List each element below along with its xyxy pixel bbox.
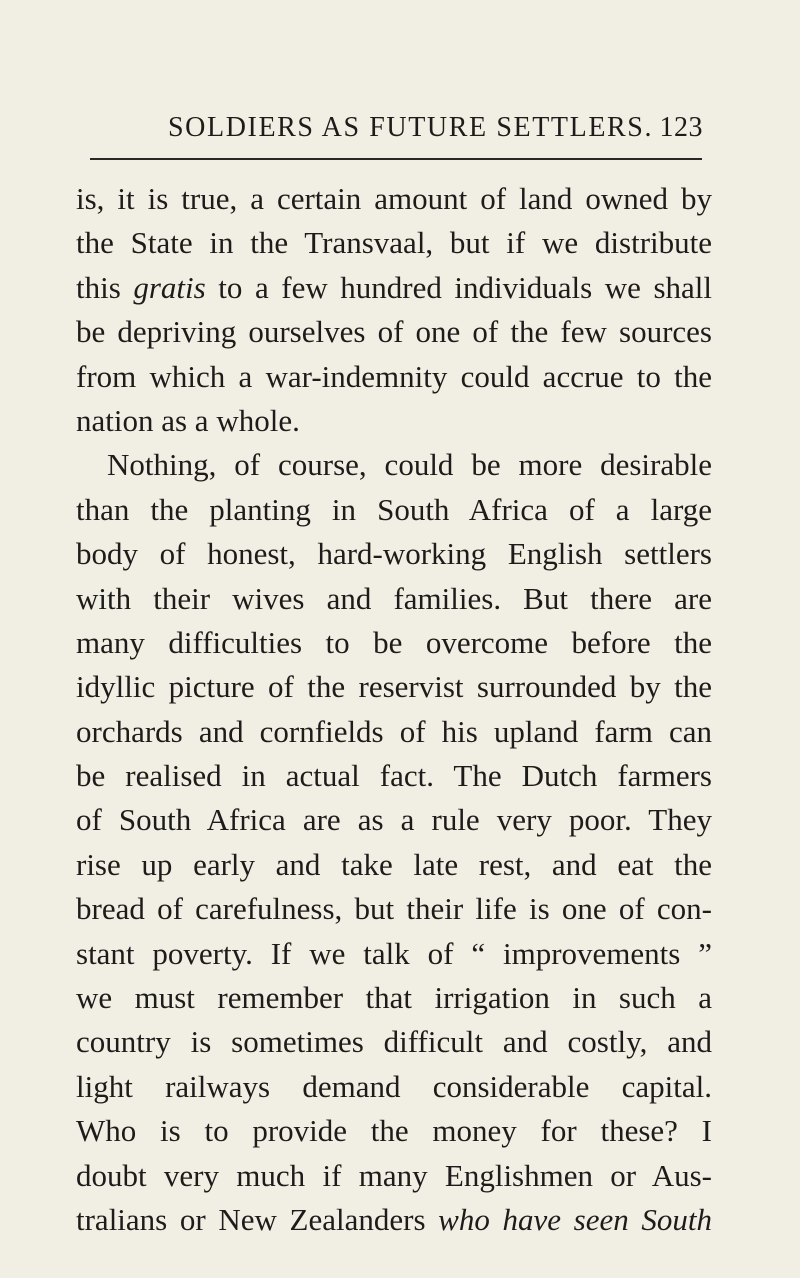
- text-line: we must remember that irrigation in such a: [76, 980, 712, 1016]
- text-line: be realised in actual fact. The Dutch farmers: [76, 758, 712, 794]
- text-line: stant poverty. If we talk of “ improvements ”: [76, 935, 712, 971]
- header-rule: [90, 158, 702, 160]
- text-line: of South Africa are as a rule very poor. They: [76, 802, 712, 838]
- text-line: be depriving ourselves of one of the few sources: [76, 314, 712, 350]
- running-title: SOLDIERS AS FUTURE SETTLERS.: [168, 112, 654, 143]
- text-line: tralians or New Zealanders who have seen South: [76, 1201, 713, 1237]
- text-line: bread of carefulness, but their life is one of con-: [76, 891, 712, 927]
- text-line: doubt very much if many Englishmen or Aus-: [76, 1157, 712, 1193]
- text-line: light railways demand considerable capital.: [76, 1068, 712, 1104]
- text-line: nation as a whole.: [76, 402, 300, 438]
- text-line: rise up early and take late rest, and eat the: [76, 846, 712, 882]
- text-line: country is sometimes difficult and costly, and: [76, 1024, 712, 1060]
- text-line: is, it is true, a certain amount of land owned by: [76, 181, 712, 216]
- text-line: many difficulties to be overcome before the: [76, 624, 712, 660]
- page-header: [168, 112, 703, 150]
- text-line-paragraph-start: Nothing, of course, could be more desirable: [107, 447, 712, 483]
- text-line: body of honest, hard-working English settlers: [76, 536, 712, 572]
- text-line: from which a war-indemnity could accrue to the: [76, 358, 712, 394]
- text-line: this gratis to a few hundred individuals we shall: [76, 269, 712, 305]
- text-line: with their wives and families. But there are: [76, 580, 712, 616]
- text-line: Who is to provide the money for these? I: [76, 1113, 712, 1149]
- text-line: idyllic picture of the reservist surrounded by the: [76, 669, 712, 705]
- italic-word-gratis: gratis: [133, 269, 206, 305]
- text-line: than the planting in South Africa of a large: [76, 491, 712, 527]
- text-line: orchards and cornfields of his upland farm can: [76, 713, 712, 749]
- page-number: 123: [659, 112, 703, 143]
- body-text: [76, 177, 712, 1242]
- italic-phrase: who have seen South: [438, 1201, 713, 1237]
- text-line: the State in the Transvaal, but if we distribute: [76, 225, 712, 261]
